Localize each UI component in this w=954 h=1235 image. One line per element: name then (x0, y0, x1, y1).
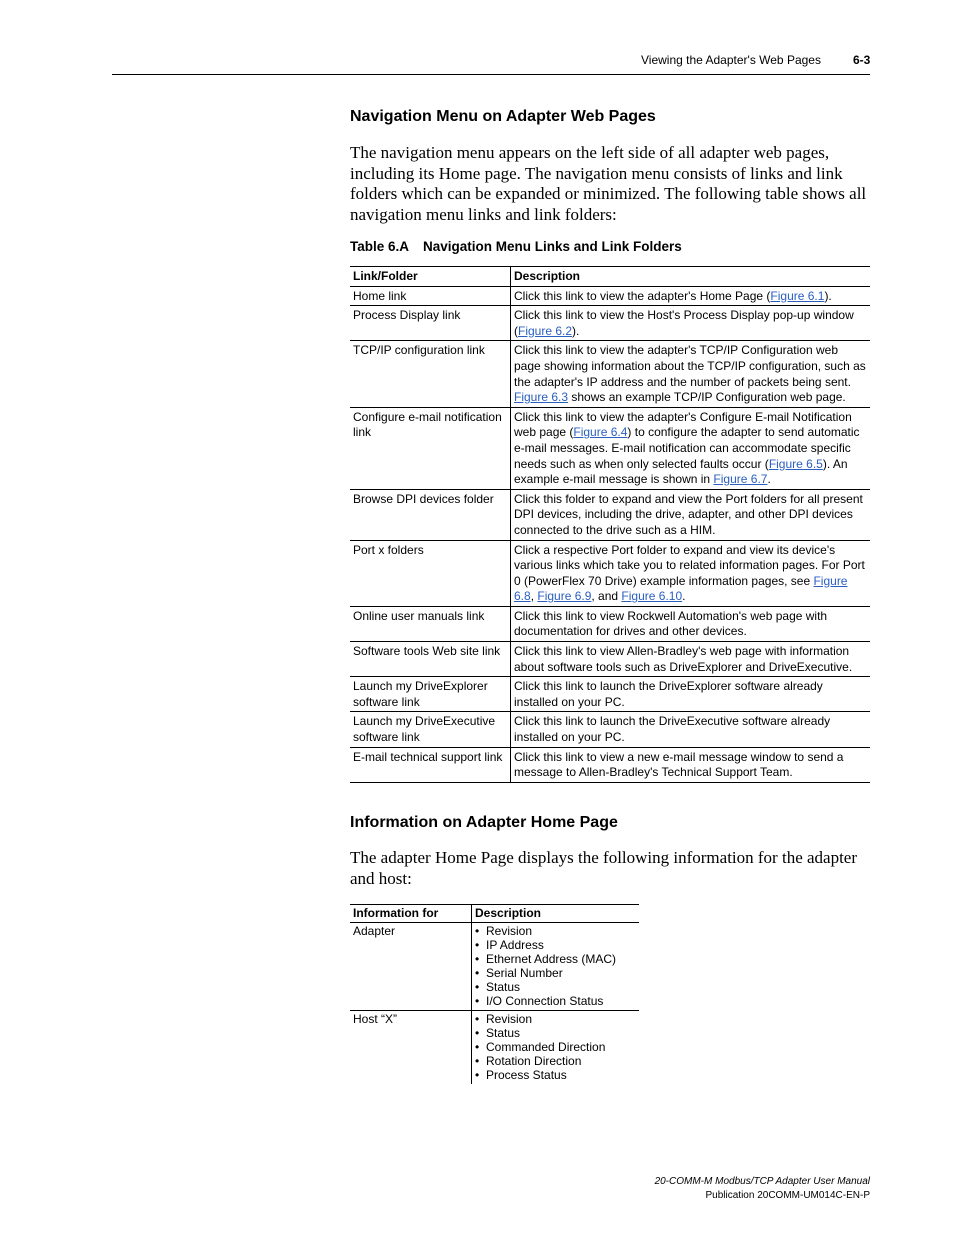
figure-reference-link[interactable]: Figure 6.3 (514, 390, 569, 405)
section-paragraph-home-page-info: The adapter Home Page displays the following information for the adapter and host: (350, 848, 858, 888)
link-folder-description (511, 489, 871, 540)
link-folder-description (511, 747, 871, 782)
table-header-row (350, 905, 639, 923)
table-row (350, 642, 870, 677)
description-cell (472, 1010, 640, 1084)
description-text: ) to configure the adapter to send automatic e-mail messages. E-mail notification can accommodate specific needs such as when only selected faults occur ( (514, 425, 860, 471)
information-for-cell: Adapter (350, 922, 472, 1010)
list-item: • Status (475, 980, 636, 994)
link-folder-name: Home link (350, 286, 511, 306)
figure-reference-link[interactable]: Figure 6.10 (621, 589, 683, 604)
link-folder-name: Online user manuals link (350, 606, 511, 641)
description-text: ). (824, 288, 832, 303)
description-cell (472, 922, 640, 1010)
description-text: shows an example TCP/IP Configuration web page. (568, 390, 846, 405)
link-folder-description (511, 642, 871, 677)
link-folder-name: Port x folders (350, 540, 511, 606)
description-text: . (767, 472, 771, 487)
column-header-link-folder: Link/Folder (350, 267, 511, 287)
footer-publication: Publication 20COMM-UM014C-EN-P (705, 1190, 870, 1201)
list-item: • Serial Number (475, 966, 636, 980)
home-page-info-table (350, 904, 639, 1084)
description-text: . (682, 589, 686, 604)
list-item: • Process Status (475, 1068, 636, 1082)
table-row (350, 407, 870, 489)
table-row (350, 489, 870, 540)
section-paragraph-navigation-menu: The navigation menu appears on the left side of all adapter web pages, including its Home page. The navigation menu consists of links and link folders which can be expanded or minimized. The following table shows all navigation menu links and link folders: (350, 143, 867, 224)
link-folder-name: TCP/IP configuration link (350, 341, 511, 407)
description-text: Click a respective Port folder to expand and view its device's various links which take you to related information pages. For Port 0 (PowerFlex 70 Drive) example information pages, see (514, 542, 865, 588)
table-caption (350, 239, 682, 254)
link-folder-name: Configure e-mail notification link (350, 407, 511, 489)
description-text: Click this link to view the adapter's Configure E-mail Notification web page ( (514, 409, 852, 440)
table-row (350, 306, 870, 341)
link-folder-name: Launch my DriveExplorer software link (350, 677, 511, 712)
list-item: • Commanded Direction (475, 1040, 636, 1054)
bullet-list (475, 924, 636, 1008)
section-heading-home-page-info: Information on Adapter Home Page (350, 814, 618, 831)
description-text: Click this link to view the adapter's TCP/IP Configuration web page showing information about the TCP/IP configuration, such as the adapter's IP address and the number of packets being sent. (514, 343, 866, 389)
link-folder-name: Launch my DriveExecutive software link (350, 712, 511, 747)
description-text: Click this folder to expand and view the Port folders for all present DPI devices, including the drive, adapter, and other DPI devices connected to the drive such as a HIM. (514, 491, 863, 537)
link-folder-name: Process Display link (350, 306, 511, 341)
figure-reference-link[interactable]: Figure 6.9 (537, 589, 592, 604)
link-folder-name: Software tools Web site link (350, 642, 511, 677)
link-folder-name: E-mail technical support link (350, 747, 511, 782)
info-table-body (350, 922, 639, 1084)
table-row (350, 677, 870, 712)
column-header-description: Description (472, 905, 640, 923)
link-folder-description (511, 306, 871, 341)
table-caption-title: Navigation Menu Links and Link Folders (423, 239, 682, 254)
header-section-title: Viewing the Adapter's Web Pages (641, 53, 821, 67)
description-text: Click this link to view Allen-Bradley's web page with information about software tools such as DriveExplorer and DriveExecutive. (514, 644, 853, 674)
description-text: Click this link to view Rockwell Automation's web page with documentation for drives and other devices. (514, 608, 828, 639)
footer-manual-title: 20-COMM-M Modbus/TCP Adapter User Manual (654, 1176, 870, 1187)
table-row (350, 606, 870, 641)
link-folder-description (511, 341, 871, 407)
table-row (350, 712, 870, 747)
figure-reference-link[interactable]: Figure 6.8 (514, 573, 848, 604)
figure-reference-link[interactable]: Figure 6.7 (713, 472, 768, 487)
description-text: , and (591, 589, 622, 604)
header-page-number: 6-3 (853, 53, 871, 67)
table-row (350, 922, 639, 1010)
list-item: • Ethernet Address (MAC) (475, 952, 636, 966)
list-item: • Revision (475, 924, 636, 938)
table-row (350, 341, 870, 407)
description-text: Click this link to view the Host's Process Display pop-up window ( (514, 308, 854, 338)
link-folder-description (511, 407, 871, 489)
column-header-information-for: Information for (350, 905, 472, 923)
section-heading-navigation-menu: Navigation Menu on Adapter Web Pages (350, 108, 656, 125)
link-folder-description (511, 540, 871, 606)
description-text: , (530, 589, 538, 604)
link-folder-description (511, 286, 871, 306)
link-folder-description (511, 606, 871, 641)
description-text: Click this link to view the adapter's Home Page ( (514, 288, 771, 303)
bullet-list (475, 1012, 636, 1082)
description-text: ). (572, 323, 580, 338)
list-item: • Rotation Direction (475, 1054, 636, 1068)
table-caption-number: Table 6.A (350, 239, 410, 254)
description-text: Click this link to launch the DriveExecutive software already installed on your PC. (514, 714, 831, 745)
description-text: Click this link to view a new e-mail message window to send a message to Allen-Bradley's Technical Support Team. (514, 749, 844, 780)
navigation-links-table (350, 266, 870, 783)
column-header-description: Description (511, 267, 871, 287)
table-row (350, 540, 870, 606)
table-header-row (350, 267, 870, 287)
table-row (350, 286, 870, 306)
header-divider (112, 74, 870, 75)
list-item: • IP Address (475, 938, 636, 952)
navigation-table-body (350, 286, 870, 782)
description-text: Click this link to launch the DriveExplorer software already installed on your PC. (514, 679, 823, 709)
list-item: • Status (475, 1026, 636, 1040)
link-folder-description (511, 677, 871, 712)
link-folder-name: Browse DPI devices folder (350, 489, 511, 540)
figure-reference-link[interactable]: Figure 6.4 (573, 425, 628, 440)
figure-reference-link[interactable]: Figure 6.1 (770, 288, 825, 303)
table-row (350, 1010, 639, 1084)
description-text: ). An example e-mail message is shown in (514, 456, 848, 487)
figure-reference-link[interactable]: Figure 6.2 (518, 323, 573, 338)
link-folder-description (511, 712, 871, 747)
table-row (350, 747, 870, 782)
information-for-cell: Host “X” (350, 1010, 472, 1084)
list-item: • Revision (475, 1012, 636, 1026)
list-item: • I/O Connection Status (475, 994, 636, 1008)
figure-reference-link[interactable]: Figure 6.5 (768, 456, 823, 471)
